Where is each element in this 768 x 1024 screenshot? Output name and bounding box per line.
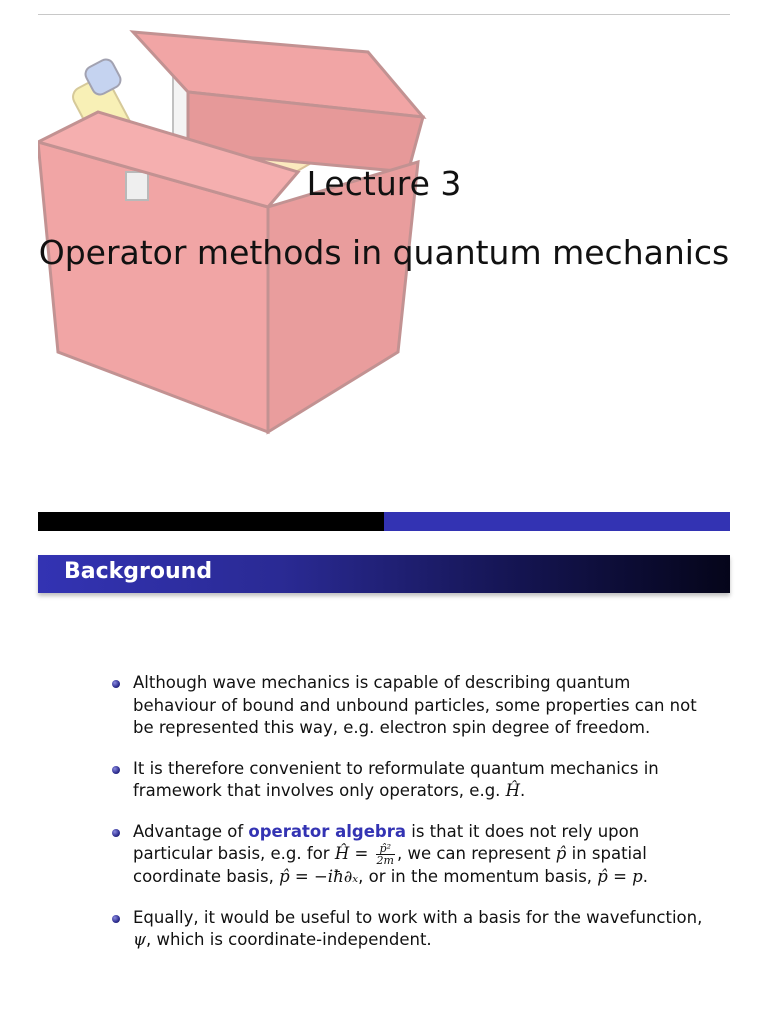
bullet-ball-icon — [112, 829, 120, 837]
top-rule — [38, 14, 730, 15]
list-item: Equally, it would be useful to work with a basis for the wavefunction, ψ, which is coordinate-independent. — [112, 907, 712, 952]
lecture-title: Operator methods in quantum mechanics — [38, 233, 730, 272]
lecture-number: Lecture 3 — [306, 164, 462, 203]
frame-title-bar — [38, 555, 730, 593]
bullet-ball-icon — [112, 766, 120, 774]
bullet-ball-icon — [112, 915, 120, 923]
highlight-term: operator algebra — [248, 821, 406, 841]
bullet-ball-icon — [112, 680, 120, 688]
list-item: Although wave mechanics is capable of describing quantum behaviour of bound and unbound particles, some properties can not be represented this way, e.g. electron spin degree of freedom. — [112, 672, 712, 740]
title-block — [38, 164, 730, 272]
slide-divider-bar — [38, 512, 730, 531]
bullet-list — [112, 672, 712, 970]
fraction: $\frac{\text{p̂²}}{2m}$ — [376, 842, 394, 867]
frame-title: Background — [64, 559, 213, 584]
list-item: Advantage of operator algebra is that it does not rely upon particular basis, e.g. for Ĥ = $\frac{\text{p̂²}}{2m}$ , we can represent p̂ in spatial coordinate basis, p̂ = −iħ∂ₓ, or in the momentum basis, p̂ = p. — [112, 821, 712, 889]
title-slide — [38, 14, 730, 502]
list-item: It is therefore convenient to reformulate quantum mechanics in framework that involves only operators, e.g. Ĥ. — [112, 758, 712, 803]
